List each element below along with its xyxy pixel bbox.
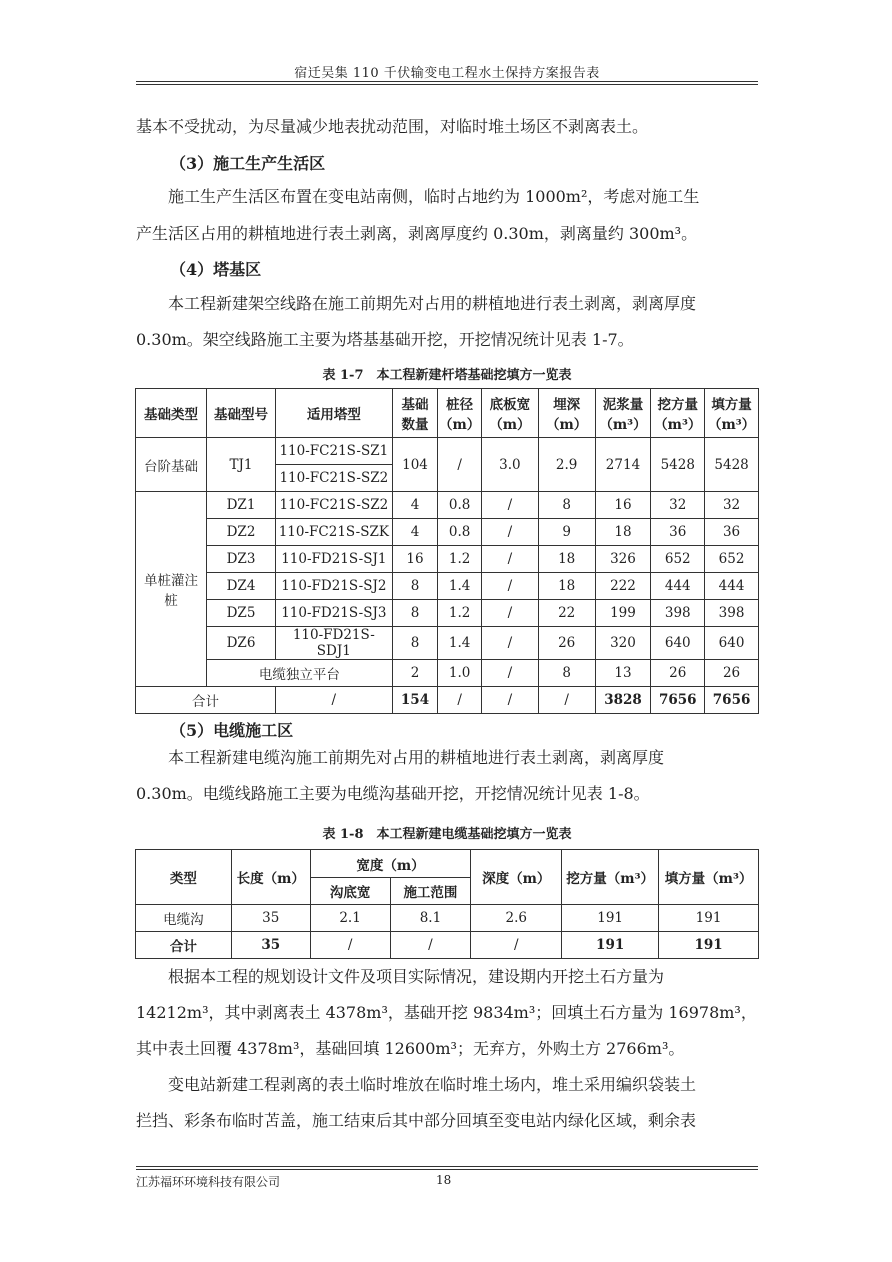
- table-row: [136, 660, 759, 687]
- cell-depth: 26: [538, 627, 595, 660]
- table-row: [136, 627, 759, 660]
- table-1-8-caption: 表 1-8 本工程新建电缆基础挖填方一览表: [322, 827, 572, 842]
- cell-dia: 0.8: [438, 519, 482, 546]
- th-fill: 填方量（m³）: [659, 850, 759, 905]
- th-foundation-model: 基础型号: [207, 389, 276, 438]
- cell-width: /: [481, 492, 538, 519]
- th-count: 基础 数量: [392, 389, 438, 438]
- cell-fill: 36: [705, 519, 759, 546]
- th-depth: 深度（m）: [471, 850, 562, 905]
- header-rule: [136, 81, 758, 85]
- cell-tower: /: [276, 687, 393, 714]
- cell-tower: 110-FD21S-SJ2: [276, 573, 393, 600]
- cell-tower: 110-FD21S-SJ3: [276, 600, 393, 627]
- th-base-width: 底板宽 （m）: [481, 389, 538, 438]
- cell-fill: 652: [705, 546, 759, 573]
- cell-model: DZ2: [207, 519, 276, 546]
- cell-width: /: [481, 546, 538, 573]
- th-length: 长度（m）: [231, 850, 310, 905]
- table-1-8-header-row: [136, 850, 759, 878]
- cell-width: /: [481, 660, 538, 687]
- table-row: [136, 905, 759, 932]
- cell-cut: 26: [651, 660, 705, 687]
- cell-model: DZ5: [207, 600, 276, 627]
- th-foundation-type: 基础类型: [136, 389, 207, 438]
- cell-depth: 18: [538, 546, 595, 573]
- cell-model: TJ1: [207, 438, 276, 492]
- th-type: 类型: [136, 850, 232, 905]
- cell-range: /: [390, 932, 471, 959]
- cell-slurry: 326: [595, 546, 651, 573]
- cell-model: DZ1: [207, 492, 276, 519]
- cell-width: /: [481, 627, 538, 660]
- table-total-row: [136, 687, 759, 714]
- cell-count: 4: [392, 519, 438, 546]
- section-4-heading: （4）塔基区: [170, 260, 262, 279]
- cell-count: 154: [392, 687, 438, 714]
- page-header-title: 宿迁吴集 110 千伏输变电工程水土保持方案报告表: [294, 66, 600, 81]
- cell-count: 16: [392, 546, 438, 573]
- cell-slurry: 16: [595, 492, 651, 519]
- cell-width: /: [481, 519, 538, 546]
- cell-cut: 36: [651, 519, 705, 546]
- cell-cut: 640: [651, 627, 705, 660]
- cell-fill: 32: [705, 492, 759, 519]
- paragraph-bottom-line-1: 根据本工程的规划设计文件及项目实际情况，建设期内开挖土石方量为: [168, 967, 665, 986]
- cell-slurry: 2714: [595, 438, 651, 492]
- cell-depth: /: [538, 687, 595, 714]
- cell-type: 台阶基础: [136, 438, 207, 492]
- cell-depth: 8: [538, 492, 595, 519]
- cell-depth: /: [471, 932, 562, 959]
- cell-cut: 7656: [651, 687, 705, 714]
- section-5-line-2: 0.30m。电缆线路施工主要为电缆沟基础开挖，开挖情况统计见表 1-8。: [136, 784, 650, 803]
- table-1-7-caption: 表 1-7 本工程新建杆塔基础挖填方一览表: [322, 368, 572, 383]
- cell-fill: 191: [659, 905, 759, 932]
- section-3-line-2: 产生活区占用的耕植地进行表土剥离，剥离厚度约 0.30m，剥离量约 300m³。: [136, 224, 698, 243]
- cell-cut: 5428: [651, 438, 705, 492]
- paragraph-top: 基本不受扰动，为尽量减少地表扰动范围，对临时堆土场区不剥离表土。: [136, 117, 649, 136]
- th-cut: 挖方量（m³）: [562, 850, 659, 905]
- section-4-line-2: 0.30m。架空线路施工主要为塔基基础开挖，开挖情况统计见表 1-7。: [136, 330, 634, 349]
- cell-dia: 1.2: [438, 600, 482, 627]
- paragraph-bottom-line-5: 拦挡、彩条布临时苫盖，施工结束后其中部分回填至变电站内绿化区域，剩余表: [136, 1111, 697, 1130]
- cell-cut: 32: [651, 492, 705, 519]
- cell-type: 合计: [136, 932, 232, 959]
- cell-depth: 2.6: [471, 905, 562, 932]
- th-pile-diameter: 桩径 （m）: [438, 389, 482, 438]
- cell-fill: 191: [659, 932, 759, 959]
- cell-fill: 26: [705, 660, 759, 687]
- table-total-row: [136, 932, 759, 959]
- cell-slurry: 13: [595, 660, 651, 687]
- cell-depth: 2.9: [538, 438, 595, 492]
- th-depth: 埋深 （m）: [538, 389, 595, 438]
- page-number: 18: [436, 1173, 452, 1187]
- cell-fill: 640: [705, 627, 759, 660]
- table-row: [136, 438, 759, 465]
- cell-slurry: 320: [595, 627, 651, 660]
- table-1-8: [135, 849, 759, 959]
- table-row: [136, 573, 759, 600]
- cell-total-label: 合计: [136, 687, 276, 714]
- cell-count: 8: [392, 600, 438, 627]
- cell-width: /: [481, 600, 538, 627]
- section-5-heading: （5）电缆施工区: [170, 721, 294, 740]
- section-5-line-1: 本工程新建电缆沟施工前期先对占用的耕植地进行表土剥离，剥离厚度: [168, 748, 665, 767]
- cell-cut: 398: [651, 600, 705, 627]
- cell-model: DZ6: [207, 627, 276, 660]
- th-cut: 挖方量 （m³）: [651, 389, 705, 438]
- cell-tower: 110-FC21S-SZ1: [276, 438, 393, 465]
- cell-cut: 652: [651, 546, 705, 573]
- cell-tower: 110-FD21S-SJ1: [276, 546, 393, 573]
- table-1-7-header-row: [136, 389, 759, 438]
- cell-fill: 398: [705, 600, 759, 627]
- paragraph-bottom-line-2: 14212m³，其中剥离表土 4378m³，基础开挖 9834m³；回填土石方量为 16978m³，: [136, 1003, 757, 1022]
- cell-fill: 444: [705, 573, 759, 600]
- cell-slurry: 18: [595, 519, 651, 546]
- cell-count: 2: [392, 660, 438, 687]
- th-fill: 填方量 （m³）: [705, 389, 759, 438]
- table-row: [136, 519, 759, 546]
- cell-slurry: 199: [595, 600, 651, 627]
- cell-type: 电缆沟: [136, 905, 232, 932]
- cell-tower: 110-FC21S-SZK: [276, 519, 393, 546]
- cell-length: 35: [231, 932, 310, 959]
- cell-tower: 110-FC21S-SZ2: [276, 465, 393, 492]
- section-4-line-1: 本工程新建架空线路在施工前期先对占用的耕植地进行表土剥离，剥离厚度: [168, 294, 697, 313]
- cell-count: 8: [392, 573, 438, 600]
- table-row: [136, 600, 759, 627]
- cell-tower: 110-FC21S-SZ2: [276, 492, 393, 519]
- cell-width: /: [481, 573, 538, 600]
- cell-dia: 1.2: [438, 546, 482, 573]
- cell-width: /: [481, 687, 538, 714]
- cell-count: 104: [392, 438, 438, 492]
- cell-cut: 191: [562, 905, 659, 932]
- cell-dia: /: [438, 438, 482, 492]
- cell-type: 单桩灌注 桩: [136, 492, 207, 687]
- cell-count: 4: [392, 492, 438, 519]
- cell-model: 电缆独立平台: [207, 660, 393, 687]
- section-3-line-1: 施工生产生活区布置在变电站南侧，临时占地约为 1000m²，考虑对施工生: [168, 187, 700, 206]
- cell-length: 35: [231, 905, 310, 932]
- cell-slurry: 3828: [595, 687, 651, 714]
- paragraph-bottom-line-4: 变电站新建工程剥离的表土临时堆放在临时堆土场内，堆土采用编织袋装土: [168, 1075, 697, 1094]
- cell-depth: 22: [538, 600, 595, 627]
- th-slurry: 泥浆量 （m³）: [595, 389, 651, 438]
- paragraph-bottom-line-3: 其中表土回覆 4378m³，基础回填 12600m³；无弃方，外购土方 2766m³。: [136, 1039, 685, 1058]
- cell-width: 3.0: [481, 438, 538, 492]
- cell-depth: 9: [538, 519, 595, 546]
- cell-range: 8.1: [390, 905, 471, 932]
- cell-count: 8: [392, 627, 438, 660]
- table-row: [136, 492, 759, 519]
- cell-model: DZ3: [207, 546, 276, 573]
- section-3-heading: （3）施工生产生活区: [170, 154, 326, 173]
- cell-bottom: 2.1: [310, 905, 390, 932]
- cell-depth: 8: [538, 660, 595, 687]
- cell-dia: 0.8: [438, 492, 482, 519]
- cell-depth: 18: [538, 573, 595, 600]
- cell-dia: 1.4: [438, 627, 482, 660]
- table-1-7: [135, 388, 759, 714]
- cell-bottom: /: [310, 932, 390, 959]
- cell-cut: 191: [562, 932, 659, 959]
- table-row: [136, 546, 759, 573]
- cell-dia: 1.4: [438, 573, 482, 600]
- th-width: 宽度（m）: [310, 850, 471, 878]
- cell-model: DZ4: [207, 573, 276, 600]
- cell-cut: 444: [651, 573, 705, 600]
- th-construction-range: 施工范围: [390, 878, 471, 905]
- cell-dia: 1.0: [438, 660, 482, 687]
- cell-tower: 110-FD21S-SDJ1: [276, 627, 393, 660]
- cell-slurry: 222: [595, 573, 651, 600]
- cell-fill: 7656: [705, 687, 759, 714]
- footer-company: 江苏福环环境科技有限公司: [136, 1175, 281, 1189]
- th-bottom-width: 沟底宽: [310, 878, 390, 905]
- cell-fill: 5428: [705, 438, 759, 492]
- cell-dia: /: [438, 687, 482, 714]
- th-tower-type: 适用塔型: [276, 389, 393, 438]
- footer-rule: [136, 1166, 758, 1170]
